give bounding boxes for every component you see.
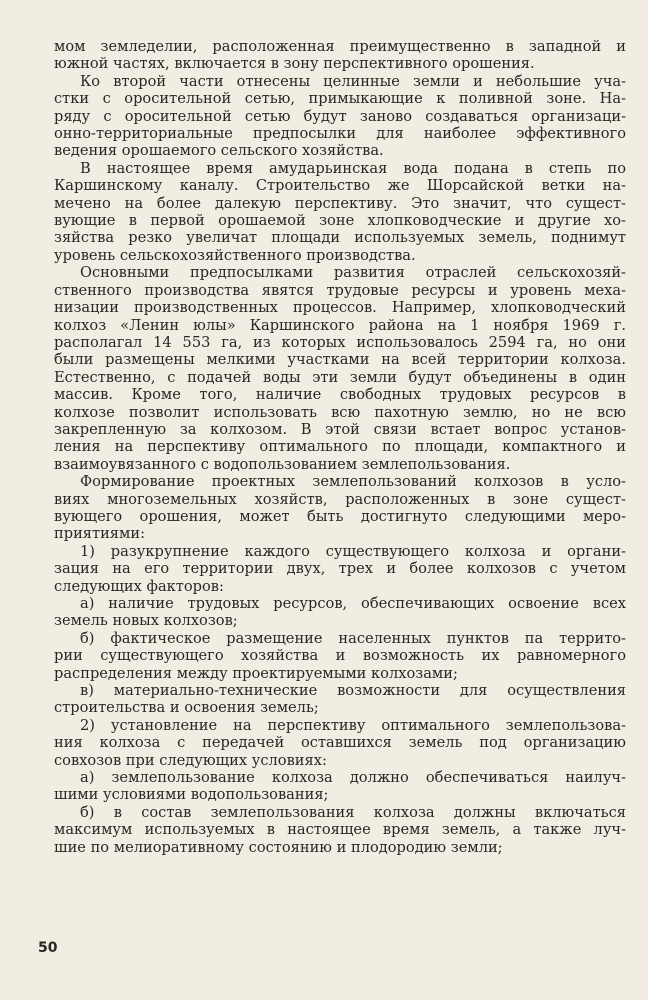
text-line: 2) установление на перспективу оптимального землепользова- [80, 716, 626, 734]
text-line: а) землепользование колхоза должно обеспечиваться наилуч- [80, 769, 626, 787]
text-line: Ко второй части отнесены целинные земли и небольшие уча- [80, 72, 626, 90]
text-line: шие по мелиоративному состоянию и плодородию земли; [54, 838, 503, 856]
text-line: следующих факторов: [54, 577, 224, 595]
text-line: колхоз «Ленин юлы» Каршинского района на 1 ноября 1969 г. [54, 316, 626, 334]
text-line: мечено на более далекую перспективу. Это значит, что сущест- [54, 194, 626, 212]
text-line: строительства и освоения земель; [54, 699, 319, 717]
text-line: вующие в первой орошаемой зоне хлопководческие и другие хо- [54, 212, 626, 230]
text-line: а) наличие трудовых ресурсов, обеспечивающих освоение всех [80, 595, 626, 612]
text-line: взаимоувязанного с водопользованием землепользования. [54, 455, 511, 473]
text-line: Естественно, с подачей воды эти земли будут объединены в один [54, 368, 626, 386]
text-line: южной частях, включается в зону перспективного орошения. [54, 55, 535, 73]
text-line: ведения орошаемого сельского хозяйства. [54, 142, 384, 160]
body-text [54, 38, 626, 856]
text-line: максимум используемых в настоящее время земель, а также луч- [54, 821, 626, 839]
text-line: Основными предпосылками развития отраслей сельскохозяй- [80, 264, 626, 282]
text-line: уровень сельскохозяйственного производства. [54, 246, 416, 264]
text-line: низации производственных процессов. Например, хлопководческий [54, 299, 626, 317]
text-line: рии существующего хозяйства и возможность их равномерного [54, 647, 626, 665]
text-line: закрепленную за колхозом. В этой связи встает вопрос установ- [54, 420, 626, 438]
text-line: стки с оросительной сетью, примыкающие к поливной зоне. На- [54, 90, 626, 108]
text-line: 1) разукрупнение каждого существующего колхоза и органи- [80, 542, 626, 560]
text-line: приятиями: [54, 525, 146, 543]
text-line: зация на его территории двух, трех и более колхозов с учетом [54, 560, 626, 578]
text-line: шими условиями водопользования; [54, 786, 329, 804]
text-line: распределения между проектируемыми колхозами; [54, 664, 458, 682]
text-line: были размещены мелкими участками на всей территории колхоза. [54, 351, 626, 369]
text-line: мом земледелии, расположенная преимущественно в западной и [54, 38, 626, 55]
text-line: ственного производства явятся трудовые ресурсы и уровень меха- [54, 281, 626, 299]
text-line: массив. Кроме того, наличие свободных трудовых ресурсов в [54, 386, 626, 404]
text-line: ряду с оросительной сетью будут заново создаваться организаци- [54, 107, 626, 125]
text-line: Каршинскому каналу. Строительство же Шорсайской ветки на- [54, 177, 626, 195]
text-line: виях многоземельных хозяйств, расположенных в зоне сущест- [54, 490, 626, 508]
text-line: земель новых колхозов; [54, 612, 238, 630]
page-number: 50 [38, 940, 58, 956]
text-line: ния колхоза с передачей оставшихся земель под организацию [54, 734, 626, 752]
text-line: б) в состав землепользования колхоза должны включаться [80, 803, 626, 821]
text-line: колхозе позволит использовать всю пахотную землю, но не всю [54, 403, 626, 421]
text-line: Формирование проектных землепользований колхозов в усло- [80, 473, 626, 491]
text-line: совхозов при следующих условиях: [54, 751, 327, 769]
text-line: в) материально-технические возможности для осуществления [80, 682, 626, 700]
text-line: В настоящее время амударьинская вода подана в степь по [80, 159, 626, 177]
text-line: вующего орошения, может быть достигнуто следующими меро- [54, 507, 626, 525]
text-line: зяйства резко увеличат площади используемых земель, поднимут [54, 229, 626, 247]
text-line: располагал 14 553 га, из которых использовалось 2594 га, но они [54, 333, 626, 351]
text-line: ления на перспективу оптимального по площади, компактного и [54, 438, 626, 456]
text-line: б) фактическое размещение населенных пунктов па террито- [80, 629, 626, 647]
text-line: онно-территориальные предпосылки для наиболее эффективного [54, 125, 626, 143]
